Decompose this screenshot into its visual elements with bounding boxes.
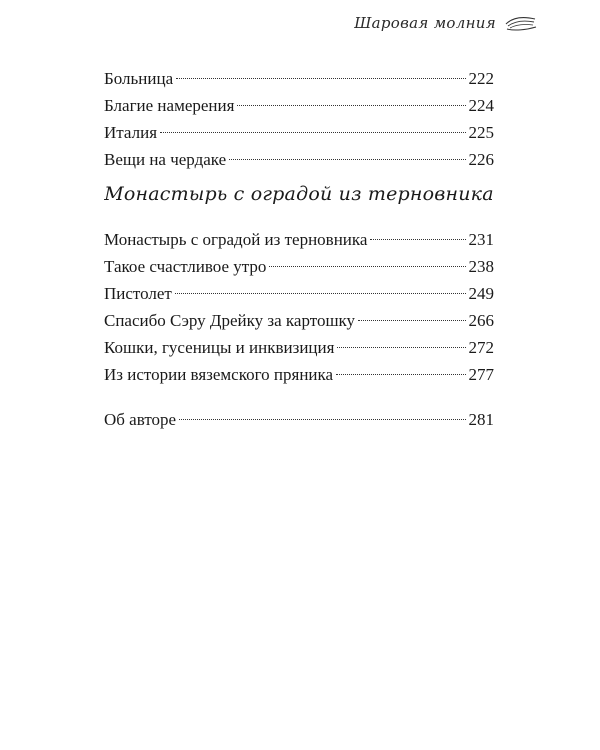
- dot-leader: [336, 374, 465, 375]
- toc-entry-page: 225: [468, 123, 494, 142]
- toc-entry-page: 224: [468, 96, 494, 115]
- dot-leader: [358, 320, 465, 321]
- running-head: [354, 14, 538, 32]
- toc-entry-title: Об авторе: [104, 410, 177, 429]
- toc-entry-page: 238: [468, 257, 494, 276]
- toc-entry-page: 222: [468, 69, 494, 88]
- toc-entry-title: Монастырь с оградой из терновника: [104, 230, 368, 249]
- toc-entry[interactable]: [104, 65, 494, 92]
- dot-leader: [337, 347, 465, 348]
- dot-leader: [269, 266, 465, 267]
- toc-entry-page: 226: [468, 150, 494, 169]
- toc-entry[interactable]: [104, 361, 494, 388]
- toc-entry-page: 249: [468, 284, 494, 303]
- dot-leader: [176, 78, 465, 79]
- toc-entry-page: 281: [468, 410, 494, 429]
- toc-entry-title: Пистолет: [104, 284, 172, 303]
- dot-leader: [229, 159, 465, 160]
- toc-entry-title: Благие намерения: [104, 96, 235, 115]
- section-heading: Монастырь с оградой из терновника: [104, 183, 494, 205]
- toc-entry[interactable]: [104, 92, 494, 119]
- toc-group-chapters-part2: [104, 226, 494, 388]
- toc-entry-title: Больница: [104, 69, 174, 88]
- toc-entry[interactable]: [104, 119, 494, 146]
- toc-entry[interactable]: [104, 280, 494, 307]
- toc-entry[interactable]: [104, 253, 494, 280]
- dot-leader: [237, 105, 465, 106]
- toc-entry-title: Вещи на чердаке: [104, 150, 227, 169]
- dot-leader: [175, 293, 466, 294]
- toc-entry-title: Спасибо Сэру Дрейку за картошку: [104, 311, 356, 330]
- toc-entry-page: 272: [468, 338, 494, 357]
- toc-entry-title: Кошки, гусеницы и инквизиция: [104, 338, 335, 357]
- toc-entry-page: 231: [468, 230, 494, 249]
- toc-entry[interactable]: [104, 334, 494, 361]
- toc-entry-page: 277: [468, 365, 494, 384]
- running-head-title: Шаровая молния: [354, 14, 496, 32]
- toc-entry-title: Италия: [104, 123, 158, 142]
- toc-group-chapters-part1: [104, 65, 494, 173]
- toc-group-backmatter: [104, 406, 494, 433]
- toc-entry-page: 266: [468, 311, 494, 330]
- dot-leader: [370, 239, 465, 240]
- toc-entry[interactable]: [104, 307, 494, 334]
- toc-entry-title: Из истории вяземского пряника: [104, 365, 334, 384]
- feather-swirl-icon: [504, 14, 538, 32]
- toc-entry[interactable]: [104, 146, 494, 173]
- toc-entry-title: Такое счастливое утро: [104, 257, 267, 276]
- dot-leader: [160, 132, 465, 133]
- dot-leader: [179, 419, 465, 420]
- toc-entry[interactable]: [104, 406, 494, 433]
- toc-entry[interactable]: [104, 226, 494, 253]
